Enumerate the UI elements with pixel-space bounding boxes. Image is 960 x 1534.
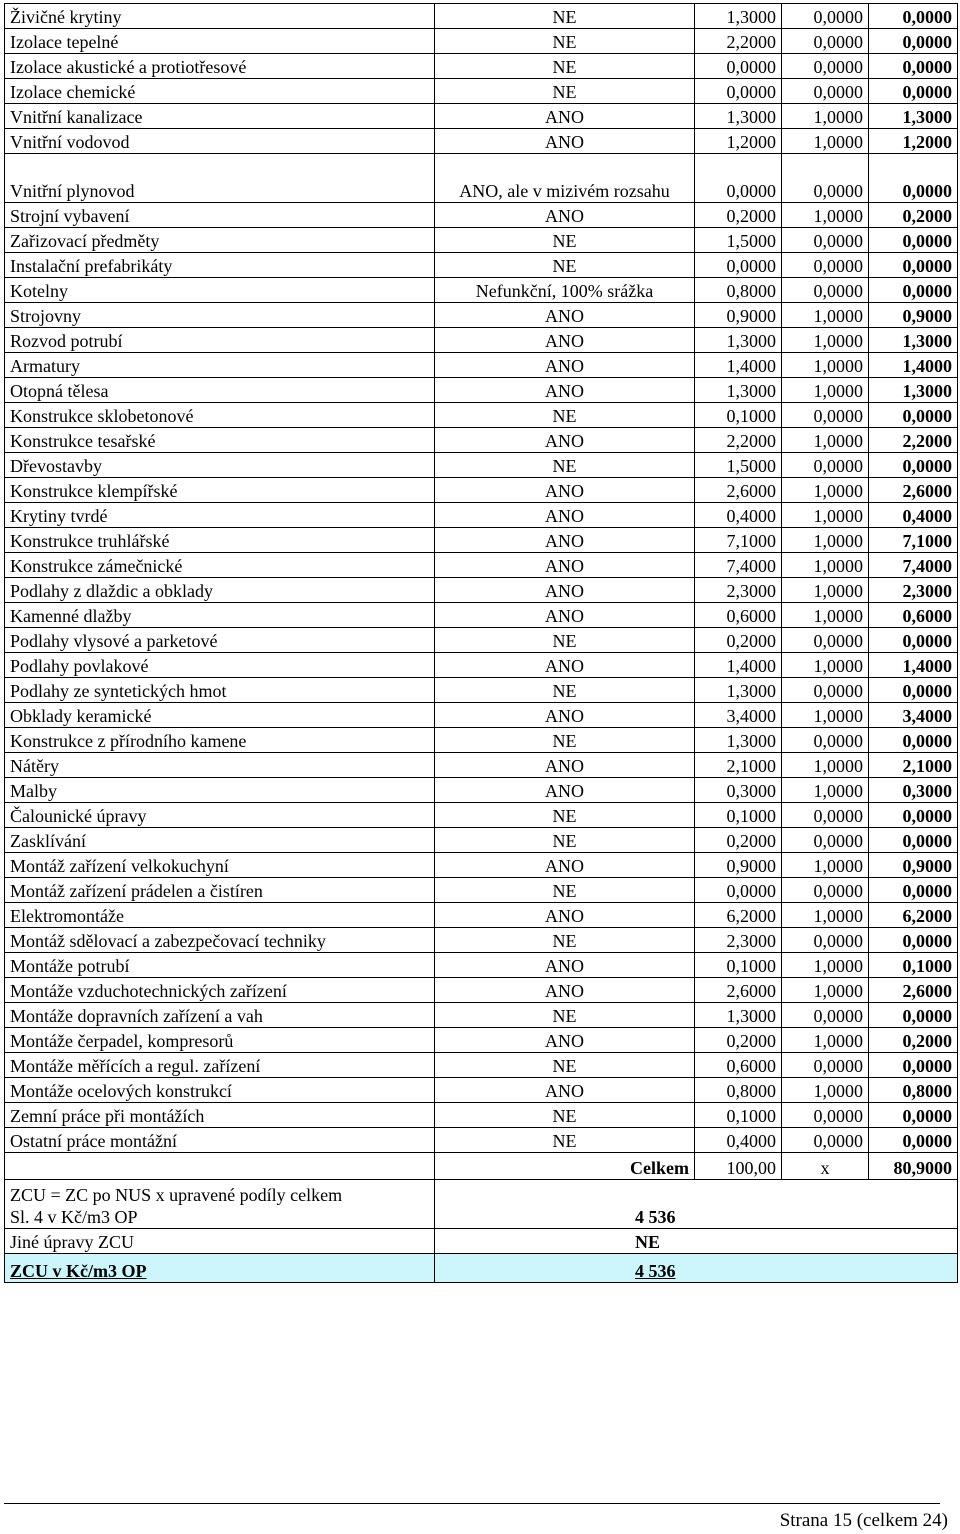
row-value1-cell: 1,5000 [695, 453, 782, 478]
other-adjustments-label: Jiné úpravy ZCU [5, 1229, 435, 1254]
row-status-cell: ANO [435, 778, 695, 803]
row-value2-cell: 1,0000 [782, 378, 869, 403]
row-result-cell: 0,0000 [869, 54, 958, 79]
row-result-cell: 7,4000 [869, 553, 958, 578]
row-value2-cell: 0,0000 [782, 628, 869, 653]
row-value2-cell: 0,0000 [782, 1003, 869, 1028]
table-row [5, 503, 958, 528]
table-row [5, 478, 958, 503]
row-name-cell: Obklady keramické [5, 703, 435, 728]
total-empty-cell [5, 1153, 435, 1180]
row-status-cell: ANO, ale v mizivém rozsahu [435, 154, 695, 203]
table-row [5, 1028, 958, 1053]
row-name-cell: Izolace chemické [5, 79, 435, 104]
row-result-cell: 0,0000 [869, 154, 958, 203]
row-value2-cell: 1,0000 [782, 203, 869, 228]
row-value1-cell: 0,9000 [695, 853, 782, 878]
table-row [5, 1128, 958, 1153]
row-value2-cell: 0,0000 [782, 1103, 869, 1128]
row-value1-cell: 0,2000 [695, 828, 782, 853]
row-name-cell: Konstrukce zámečnické [5, 553, 435, 578]
table-row [5, 104, 958, 129]
table-row [5, 653, 958, 678]
table-row [5, 1078, 958, 1103]
row-name-cell: Zemní práce při montážích [5, 1103, 435, 1128]
row-value2-cell: 0,0000 [782, 403, 869, 428]
row-value1-cell: 2,3000 [695, 578, 782, 603]
row-result-cell: 1,3000 [869, 328, 958, 353]
row-value1-cell: 0,1000 [695, 953, 782, 978]
row-value2-cell: 1,0000 [782, 478, 869, 503]
row-value1-cell: 0,1000 [695, 803, 782, 828]
row-value2-cell: 0,0000 [782, 728, 869, 753]
row-status-cell: NE [435, 678, 695, 703]
row-value1-cell: 0,9000 [695, 303, 782, 328]
row-status-cell: ANO [435, 428, 695, 453]
row-value2-cell: 0,0000 [782, 54, 869, 79]
row-result-cell: 0,1000 [869, 953, 958, 978]
row-value1-cell: 1,3000 [695, 1003, 782, 1028]
row-result-cell: 0,0000 [869, 1003, 958, 1028]
row-status-cell: ANO [435, 378, 695, 403]
row-value2-cell: 0,0000 [782, 678, 869, 703]
row-result-cell: 0,0000 [869, 1128, 958, 1153]
table-row [5, 953, 958, 978]
table-row [5, 4, 958, 29]
row-value1-cell: 0,6000 [695, 603, 782, 628]
row-value1-cell: 0,2000 [695, 1028, 782, 1053]
row-result-cell: 0,8000 [869, 1078, 958, 1103]
row-value2-cell: 1,0000 [782, 903, 869, 928]
row-status-cell: ANO [435, 953, 695, 978]
table-row [5, 453, 958, 478]
row-result-cell: 0,0000 [869, 29, 958, 54]
row-status-cell: NE [435, 928, 695, 953]
row-value2-cell: 1,0000 [782, 753, 869, 778]
row-value2-cell: 0,0000 [782, 928, 869, 953]
row-status-cell: ANO [435, 753, 695, 778]
row-status-cell: NE [435, 1053, 695, 1078]
row-value2-cell: 0,0000 [782, 453, 869, 478]
row-value1-cell: 0,3000 [695, 778, 782, 803]
row-value2-cell: 1,0000 [782, 1078, 869, 1103]
row-name-cell: Montáže čerpadel, kompresorů [5, 1028, 435, 1053]
row-status-cell: ANO [435, 303, 695, 328]
total-label: Celkem [435, 1153, 695, 1180]
table-row [5, 403, 958, 428]
row-name-cell: Vnitřní vodovod [5, 129, 435, 154]
row-value2-cell: 0,0000 [782, 1053, 869, 1078]
row-value1-cell: 0,8000 [695, 278, 782, 303]
row-value2-cell: 1,0000 [782, 978, 869, 1003]
row-name-cell: Živičné krytiny [5, 4, 435, 29]
row-name-cell: Konstrukce tesařské [5, 428, 435, 453]
row-result-cell: 0,0000 [869, 928, 958, 953]
row-name-cell: Montáž zařízení prádelen a čistíren [5, 878, 435, 903]
row-status-cell: NE [435, 728, 695, 753]
row-status-cell: ANO [435, 104, 695, 129]
row-name-cell: Podlahy ze syntetických hmot [5, 678, 435, 703]
table-row [5, 803, 958, 828]
row-value1-cell: 1,3000 [695, 378, 782, 403]
row-status-cell: ANO [435, 353, 695, 378]
table-row [5, 1103, 958, 1128]
row-name-cell: Ostatní práce montážní [5, 1128, 435, 1153]
row-status-cell: ANO [435, 703, 695, 728]
table-row [5, 228, 958, 253]
row-status-cell: ANO [435, 129, 695, 154]
row-result-cell: 2,6000 [869, 978, 958, 1003]
row-name-cell: Konstrukce klempířské [5, 478, 435, 503]
table-row [5, 328, 958, 353]
row-status-cell: NE [435, 228, 695, 253]
row-status-cell: ANO [435, 328, 695, 353]
row-result-cell: 0,0000 [869, 728, 958, 753]
row-name-cell: Strojní vybavení [5, 203, 435, 228]
row-value1-cell: 2,6000 [695, 478, 782, 503]
other-adjustments-row [5, 1229, 958, 1254]
row-status-cell: NE [435, 54, 695, 79]
row-status-cell: NE [435, 4, 695, 29]
row-value2-cell: 1,0000 [782, 353, 869, 378]
row-value1-cell: 1,4000 [695, 653, 782, 678]
row-value1-cell: 1,3000 [695, 4, 782, 29]
final-label: ZCU v Kč/m3 OP [5, 1254, 435, 1283]
row-status-cell: ANO [435, 528, 695, 553]
row-value1-cell: 0,4000 [695, 1128, 782, 1153]
row-value1-cell: 2,6000 [695, 978, 782, 1003]
row-status-cell: ANO [435, 1028, 695, 1053]
row-name-cell: Instalační prefabrikáty [5, 253, 435, 278]
row-status-cell: NE [435, 803, 695, 828]
row-value2-cell: 1,0000 [782, 703, 869, 728]
row-result-cell: 0,6000 [869, 603, 958, 628]
row-status-cell: ANO [435, 478, 695, 503]
row-status-cell: ANO [435, 1078, 695, 1103]
total-v2: x [782, 1153, 869, 1180]
row-value2-cell: 0,0000 [782, 4, 869, 29]
row-name-cell: Zasklívání [5, 828, 435, 853]
row-status-cell: ANO [435, 903, 695, 928]
final-value: 4 536 [435, 1254, 958, 1283]
row-result-cell: 0,0000 [869, 278, 958, 303]
row-status-cell: NE [435, 878, 695, 903]
row-result-cell: 1,4000 [869, 353, 958, 378]
table-row [5, 778, 958, 803]
row-name-cell: Armatury [5, 353, 435, 378]
table-row [5, 878, 958, 903]
row-name-cell: Elektromontáže [5, 903, 435, 928]
row-value2-cell: 0,0000 [782, 228, 869, 253]
row-name-cell: Montáže měřících a regul. zařízení [5, 1053, 435, 1078]
table-body [5, 4, 958, 1153]
table-row [5, 978, 958, 1003]
row-value1-cell: 0,0000 [695, 154, 782, 203]
row-value1-cell: 0,2000 [695, 203, 782, 228]
row-name-cell: Izolace akustické a protiotřesové [5, 54, 435, 79]
row-result-cell: 0,0000 [869, 4, 958, 29]
row-status-cell: NE [435, 453, 695, 478]
row-name-cell: Podlahy vlysové a parketové [5, 628, 435, 653]
row-status-cell: ANO [435, 553, 695, 578]
table-row [5, 703, 958, 728]
row-value1-cell: 0,6000 [695, 1053, 782, 1078]
zcu-value: 4 536 [435, 1180, 958, 1229]
row-name-cell: Montáž sdělovací a zabezpečovací techniky [5, 928, 435, 953]
row-status-cell: ANO [435, 853, 695, 878]
row-result-cell: 1,3000 [869, 378, 958, 403]
zcu-label-line1: ZCU = ZC po NUS x upravené podíly celkem [10, 1185, 343, 1205]
row-result-cell: 1,2000 [869, 129, 958, 154]
row-status-cell: ANO [435, 203, 695, 228]
row-name-cell: Rozvod potrubí [5, 328, 435, 353]
table-row [5, 79, 958, 104]
table-row [5, 853, 958, 878]
row-name-cell: Kotelny [5, 278, 435, 303]
row-value2-cell: 1,0000 [782, 1028, 869, 1053]
row-result-cell: 0,0000 [869, 678, 958, 703]
row-value2-cell: 0,0000 [782, 79, 869, 104]
row-name-cell: Montáže potrubí [5, 953, 435, 978]
row-name-cell: Nátěry [5, 753, 435, 778]
table-row [5, 129, 958, 154]
row-value2-cell: 0,0000 [782, 278, 869, 303]
row-result-cell: 6,2000 [869, 903, 958, 928]
row-value1-cell: 1,3000 [695, 328, 782, 353]
row-name-cell: Montáže dopravních zařízení a vah [5, 1003, 435, 1028]
row-name-cell: Čalounické úpravy [5, 803, 435, 828]
row-status-cell: ANO [435, 978, 695, 1003]
row-name-cell: Vnitřní kanalizace [5, 104, 435, 129]
table-row [5, 428, 958, 453]
row-name-cell: Podlahy z dlaždic a obklady [5, 578, 435, 603]
table-row [5, 253, 958, 278]
row-value1-cell: 1,2000 [695, 129, 782, 154]
row-name-cell: Vnitřní plynovod [5, 154, 435, 203]
row-status-cell: NE [435, 79, 695, 104]
row-status-cell: NE [435, 1003, 695, 1028]
page-number: Strana 15 (celkem 24) [779, 1510, 948, 1531]
row-result-cell: 1,4000 [869, 653, 958, 678]
row-result-cell: 0,0000 [869, 803, 958, 828]
row-status-cell: NE [435, 828, 695, 853]
table-row [5, 753, 958, 778]
row-name-cell: Kamenné dlažby [5, 603, 435, 628]
final-row [5, 1254, 958, 1283]
row-value2-cell: 0,0000 [782, 253, 869, 278]
table-row [5, 54, 958, 79]
row-status-cell: ANO [435, 603, 695, 628]
row-value1-cell: 0,2000 [695, 628, 782, 653]
row-value2-cell: 0,0000 [782, 154, 869, 203]
row-value1-cell: 0,1000 [695, 1103, 782, 1128]
row-name-cell: Izolace tepelné [5, 29, 435, 54]
table-row [5, 828, 958, 853]
row-value2-cell: 1,0000 [782, 303, 869, 328]
table-row [5, 678, 958, 703]
row-result-cell: 0,3000 [869, 778, 958, 803]
row-result-cell: 2,2000 [869, 428, 958, 453]
row-value1-cell: 0,8000 [695, 1078, 782, 1103]
table-row [5, 928, 958, 953]
row-value1-cell: 7,4000 [695, 553, 782, 578]
row-status-cell: Nefunkční, 100% srážka [435, 278, 695, 303]
row-status-cell: NE [435, 253, 695, 278]
row-value2-cell: 0,0000 [782, 878, 869, 903]
total-row [5, 1153, 958, 1180]
row-value1-cell: 0,4000 [695, 503, 782, 528]
table-row [5, 728, 958, 753]
row-name-cell: Krytiny tvrdé [5, 503, 435, 528]
row-value2-cell: 1,0000 [782, 528, 869, 553]
row-value2-cell: 1,0000 [782, 328, 869, 353]
row-result-cell: 0,0000 [869, 828, 958, 853]
row-name-cell: Dřevostavby [5, 453, 435, 478]
row-value1-cell: 3,4000 [695, 703, 782, 728]
row-name-cell: Strojovny [5, 303, 435, 328]
row-name-cell: Malby [5, 778, 435, 803]
row-value1-cell: 2,3000 [695, 928, 782, 953]
row-value2-cell: 1,0000 [782, 953, 869, 978]
row-value1-cell: 0,0000 [695, 253, 782, 278]
row-name-cell: Konstrukce z přírodního kamene [5, 728, 435, 753]
row-name-cell: Podlahy povlakové [5, 653, 435, 678]
row-name-cell: Montáže ocelových konstrukcí [5, 1078, 435, 1103]
row-value2-cell: 1,0000 [782, 778, 869, 803]
row-value2-cell: 1,0000 [782, 428, 869, 453]
row-value2-cell: 1,0000 [782, 503, 869, 528]
row-name-cell: Montáže vzduchotechnických zařízení [5, 978, 435, 1003]
row-status-cell: NE [435, 29, 695, 54]
row-result-cell: 0,2000 [869, 1028, 958, 1053]
row-result-cell: 1,3000 [869, 104, 958, 129]
row-result-cell: 0,0000 [869, 453, 958, 478]
table-row [5, 378, 958, 403]
row-status-cell: ANO [435, 653, 695, 678]
row-value1-cell: 1,3000 [695, 104, 782, 129]
row-result-cell: 0,9000 [869, 303, 958, 328]
row-result-cell: 0,0000 [869, 878, 958, 903]
row-result-cell: 0,0000 [869, 253, 958, 278]
row-value1-cell: 2,1000 [695, 753, 782, 778]
row-value2-cell: 1,0000 [782, 104, 869, 129]
row-result-cell: 0,0000 [869, 1053, 958, 1078]
row-result-cell: 0,0000 [869, 628, 958, 653]
row-value1-cell: 0,0000 [695, 878, 782, 903]
row-result-cell: 2,6000 [869, 478, 958, 503]
table-row [5, 303, 958, 328]
row-value2-cell: 1,0000 [782, 553, 869, 578]
row-value1-cell: 7,1000 [695, 528, 782, 553]
table-row [5, 154, 958, 203]
row-status-cell: ANO [435, 578, 695, 603]
row-result-cell: 0,4000 [869, 503, 958, 528]
row-result-cell: 0,0000 [869, 79, 958, 104]
row-status-cell: NE [435, 1128, 695, 1153]
other-adjustments-value: NE [435, 1229, 958, 1254]
row-name-cell: Otopná tělesa [5, 378, 435, 403]
zcu-row [5, 1180, 958, 1229]
row-value2-cell: 1,0000 [782, 578, 869, 603]
zcu-label-line2: Sl. 4 v Kč/m3 OP [10, 1207, 138, 1227]
row-value1-cell: 1,3000 [695, 728, 782, 753]
row-value2-cell: 0,0000 [782, 1128, 869, 1153]
row-value2-cell: 1,0000 [782, 129, 869, 154]
row-value2-cell: 0,0000 [782, 29, 869, 54]
table-row [5, 1003, 958, 1028]
row-value1-cell: 2,2000 [695, 428, 782, 453]
row-status-cell: ANO [435, 503, 695, 528]
row-value1-cell: 6,2000 [695, 903, 782, 928]
row-value1-cell: 0,1000 [695, 403, 782, 428]
table-row [5, 603, 958, 628]
row-name-cell: Montáž zařízení velkokuchyní [5, 853, 435, 878]
summary-body [5, 1153, 958, 1283]
table-row [5, 1053, 958, 1078]
table-row [5, 628, 958, 653]
row-status-cell: NE [435, 403, 695, 428]
row-name-cell: Zařizovací předměty [5, 228, 435, 253]
row-value1-cell: 1,4000 [695, 353, 782, 378]
row-status-cell: NE [435, 628, 695, 653]
row-value2-cell: 1,0000 [782, 603, 869, 628]
footer-divider [4, 1503, 940, 1504]
table-row [5, 353, 958, 378]
total-v3: 80,9000 [869, 1153, 958, 1180]
row-result-cell: 3,4000 [869, 703, 958, 728]
row-value2-cell: 1,0000 [782, 853, 869, 878]
row-result-cell: 0,0000 [869, 228, 958, 253]
table-row [5, 278, 958, 303]
row-value1-cell: 1,5000 [695, 228, 782, 253]
row-result-cell: 0,2000 [869, 203, 958, 228]
row-value1-cell: 0,0000 [695, 54, 782, 79]
row-value2-cell: 1,0000 [782, 653, 869, 678]
row-result-cell: 0,0000 [869, 403, 958, 428]
valuation-table [4, 3, 958, 1283]
row-result-cell: 0,0000 [869, 1103, 958, 1128]
row-name-cell: Konstrukce sklobetonové [5, 403, 435, 428]
row-value1-cell: 2,2000 [695, 29, 782, 54]
row-value2-cell: 0,0000 [782, 828, 869, 853]
row-name-cell: Konstrukce truhlářské [5, 528, 435, 553]
table-row [5, 528, 958, 553]
row-result-cell: 2,3000 [869, 578, 958, 603]
table-row [5, 203, 958, 228]
row-value2-cell: 0,0000 [782, 803, 869, 828]
row-result-cell: 0,9000 [869, 853, 958, 878]
row-result-cell: 7,1000 [869, 528, 958, 553]
table-row [5, 903, 958, 928]
row-value1-cell: 1,3000 [695, 678, 782, 703]
table-row [5, 578, 958, 603]
row-result-cell: 2,1000 [869, 753, 958, 778]
row-value1-cell: 0,0000 [695, 79, 782, 104]
row-status-cell: NE [435, 1103, 695, 1128]
table-row [5, 29, 958, 54]
zcu-label [5, 1180, 435, 1229]
total-v1: 100,00 [695, 1153, 782, 1180]
table-row [5, 553, 958, 578]
